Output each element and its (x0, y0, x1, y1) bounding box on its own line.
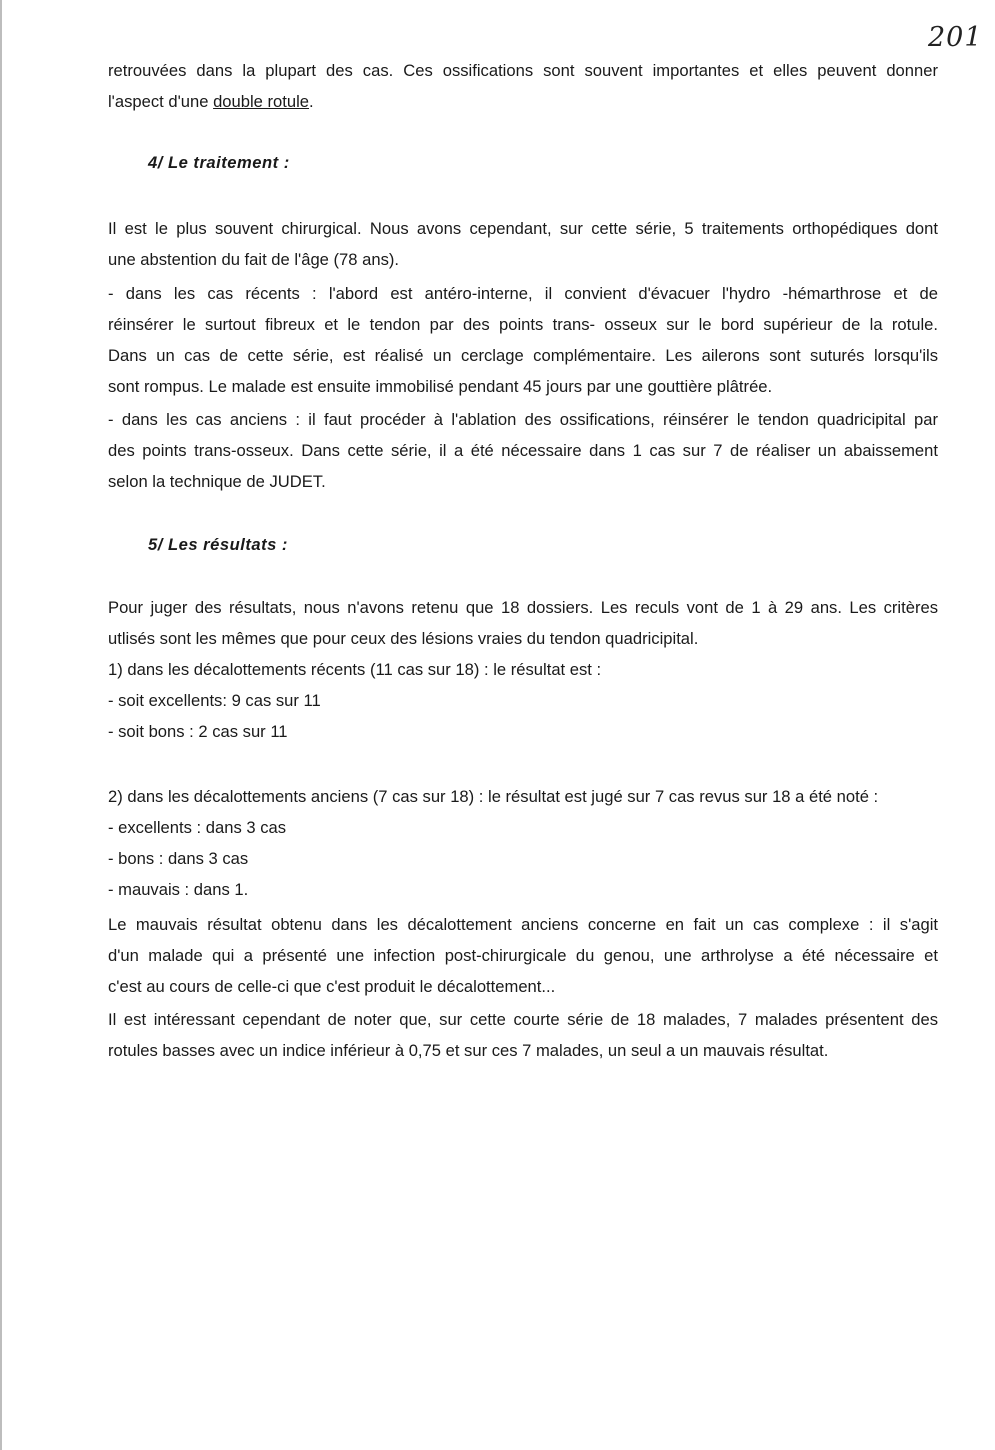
section-4-line: - dans les cas anciens : il faut procéder à l'ablation des ossifications, réinsérer le tendon quadricipital par (108, 410, 938, 429)
section-4-line: des points trans-osseux. Dans cette série, il a été nécessaire dans 1 cas sur 7 de réaliser un abaissement (108, 441, 938, 460)
underlined-term: double rotule (213, 92, 310, 111)
section-4-line: sont rompus. Le malade est ensuite immobilisé pendant 45 jours par une gouttière plâtrée. (108, 377, 773, 396)
intro-line-1: retrouvées dans la plupart des cas. Ces ossifications sont souvent importantes et elles peuvent donner (108, 61, 938, 80)
section-5-line: Le mauvais résultat obtenu dans les décalottement anciens concerne en fait un cas complexe : il s'agit (108, 915, 938, 934)
section-5-line: 2) dans les décalottements anciens (7 cas sur 18) : le résultat est jugé sur 7 cas revus sur 18 a été noté : (108, 787, 879, 806)
section-4-line: - dans les cas récents : l'abord est antéro-interne, il convient d'évacuer l'hydro -hémarthrose et de (108, 284, 938, 303)
section-5-line: utlisés sont les mêmes que pour ceux des lésions vraies du tendon quadricipital. (108, 629, 699, 648)
section-5-line: - bons : dans 3 cas (108, 849, 249, 868)
section-4-line: selon la technique de JUDET. (108, 472, 326, 491)
section-4-line: Dans un cas de cette série, est réalisé un cerclage complémentaire. Les ailerons sont suturés lorsqu'ils (108, 346, 938, 365)
section-5-line: - soit bons : 2 cas sur 11 (108, 722, 288, 741)
scan-edge (0, 0, 2, 1450)
section-5-line: Il est intéressant cependant de noter que, sur cette courte série de 18 malades, 7 malades présentent des (108, 1010, 938, 1029)
intro-line-2-end: . (309, 92, 314, 111)
section-5-line: d'un malade qui a présenté une infection post-chirurgicale du genou, une arthrolyse a été nécessaire et (108, 946, 938, 965)
section-5-line: - mauvais : dans 1. (108, 880, 249, 899)
section-4-line: une abstention du fait de l'âge (78 ans). (108, 250, 399, 269)
section-5-line: Pour juger des résultats, nous n'avons retenu que 18 dossiers. Les reculs vont de 1 à 29 ans. Les critères (108, 598, 938, 617)
section-5-line: rotules basses avec un indice inférieur à 0,75 et sur ces 7 malades, un seul a un mauvais résultat. (108, 1041, 829, 1060)
section-4-heading: 4/ Le traitement : (148, 153, 290, 172)
section-5-line: - soit excellents: 9 cas sur 11 (108, 691, 321, 710)
section-5-line: 1) dans les décalottements récents (11 cas sur 18) : le résultat est : (108, 660, 602, 679)
section-4-line: Il est le plus souvent chirurgical. Nous avons cependant, sur cette série, 5 traitements orthopédiques dont (108, 219, 938, 238)
section-5-line: c'est au cours de celle-ci que c'est produit le décalottement... (108, 977, 556, 996)
page-number: 201 (928, 22, 983, 53)
section-5-line: - excellents : dans 3 cas (108, 818, 287, 837)
section-5-heading: 5/ Les résultats : (148, 535, 288, 554)
intro-line-2 (108, 91, 938, 113)
intro-line-2-text: l'aspect d'une (108, 92, 214, 111)
section-4-line: réinsérer le surtout fibreux et le tendon par des points trans- osseux sur le bord supérieur de la rotule. (108, 315, 938, 334)
